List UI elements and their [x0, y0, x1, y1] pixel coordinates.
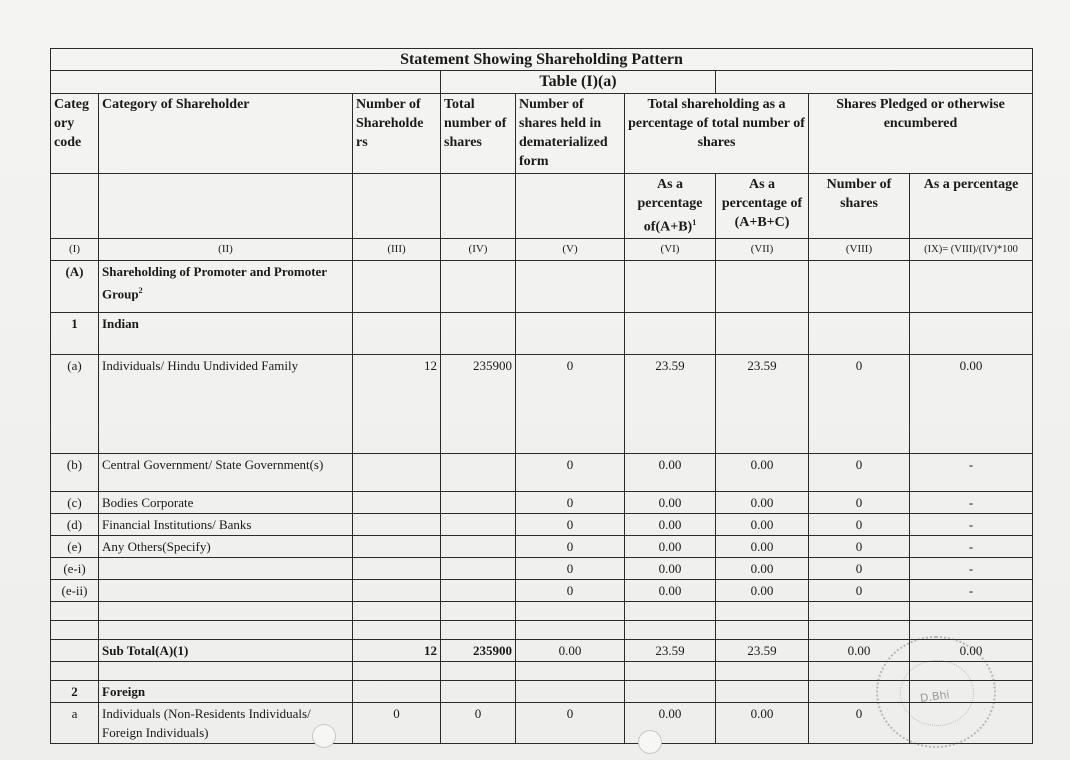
header-demat-shares: Number of shares held in dematerialized form [516, 94, 625, 174]
table-row: (c) Bodies Corporate 0 0.00 0.00 0 - [51, 491, 1033, 513]
table-row: (b) Central Government/ State Government(s) 0 0.00 0.00 0 - [51, 453, 1033, 491]
section-label: Indian [99, 312, 353, 354]
roman-cell: (II) [99, 238, 353, 260]
header-total-shares: Total number of shares [441, 94, 516, 174]
shareholding-table [50, 48, 1033, 744]
header-total-shareholding-pct: Total shareholding as a percentage of total number of shares [625, 94, 809, 174]
roman-cell: (III) [353, 238, 441, 260]
roman-cell: (IV) [441, 238, 516, 260]
section-row-foreign: 2 Foreign [51, 680, 1033, 702]
table-row: (e-i) 0 0.00 0.00 0 - [51, 557, 1033, 579]
roman-cell: (V) [516, 238, 625, 260]
company-seal-text: D.Bhi [919, 688, 951, 705]
document-title: Statement Showing Shareholding Pattern [51, 49, 1033, 71]
section-row-a: (A) Shareholding of Promoter and Promoter Group$^2$ [51, 260, 1033, 312]
header-category-code: Categ ory code [51, 94, 99, 174]
header-pct-ab: As a percentage $of(A+B)^1$ [625, 174, 716, 239]
header-pct-abc: As a percentage of (A+B+C) [716, 174, 809, 239]
table-subtitle: Table (I)(a) [441, 71, 716, 94]
section-row-indian: 1 Indian [51, 312, 1033, 354]
roman-cell: (VII) [716, 238, 809, 260]
subtotal-row: Sub Total(A)(1) 12 235900 0.00 23.59 23.59 0.00 0.00 [51, 639, 1033, 661]
table-row: (d) Financial Institutions/ Banks 0 0.00 0.00 0 - [51, 513, 1033, 535]
punch-hole-right [638, 730, 662, 754]
header-category: Category of Shareholder [99, 94, 353, 174]
header-pledged-pct: As a percentage [910, 174, 1033, 239]
header-num-shareholders: Number of Shareholde rs [353, 94, 441, 174]
header-shares-pledged: Shares Pledged or otherwise encumbered [809, 94, 1033, 174]
table-row: (e-ii) 0 0.00 0.00 0 - [51, 579, 1033, 601]
section-label: Shareholding of Promoter and Promoter Group$^2$ [99, 260, 353, 312]
roman-cell: (VI) [625, 238, 716, 260]
table-row: (a) Individuals/ Hindu Undivided Family 12 235900 0 23.59 23.59 0 0.00 [51, 354, 1033, 453]
roman-cell: (I) [51, 238, 99, 260]
table-row: (e) Any Others(Specify) 0 0.00 0.00 0 - [51, 535, 1033, 557]
roman-cell: (IX)= (VIII)/(IV)*100 [910, 238, 1033, 260]
section-label: Foreign [99, 680, 353, 702]
punch-hole-left [312, 724, 336, 748]
table-row: a Individuals (Non-Residents Individuals/ Foreign Individuals) 0 0 0 0.00 0.00 0 [51, 702, 1033, 743]
header-pledged-number: Number of shares [809, 174, 910, 239]
roman-numeral-row [51, 238, 1033, 260]
roman-cell: (VIII) [809, 238, 910, 260]
